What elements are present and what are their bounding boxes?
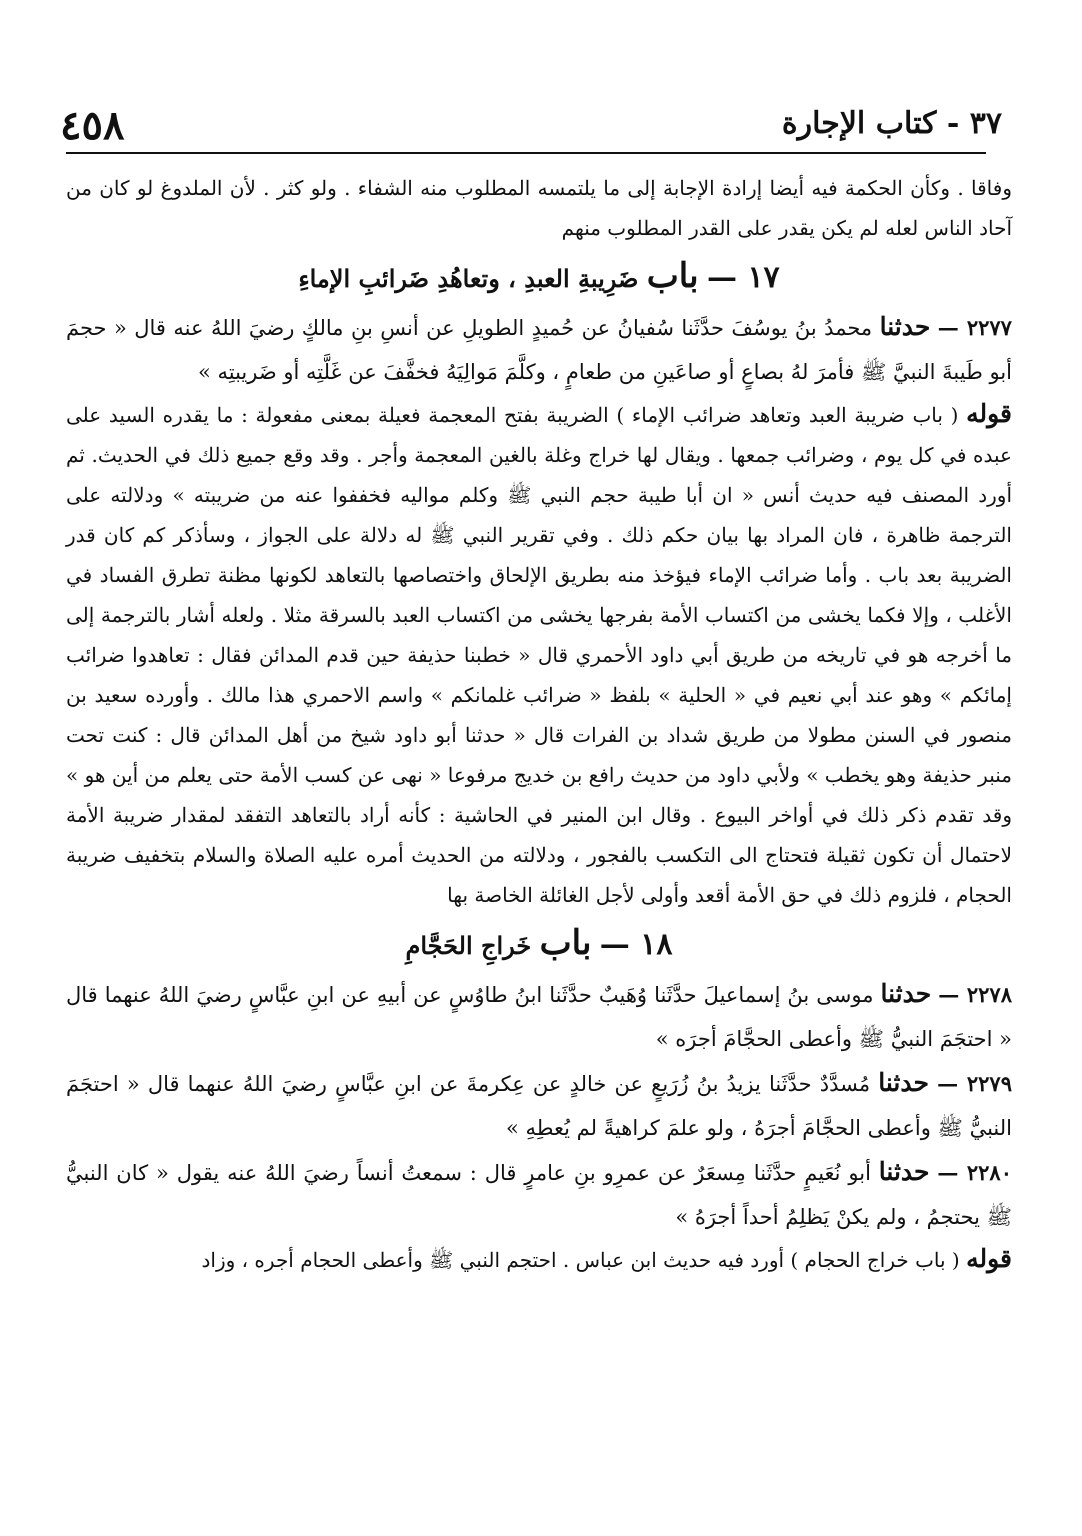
header-rule — [66, 152, 986, 154]
commentary-17 — [66, 394, 1012, 915]
hadith-isnad: موسى بنُ إسماعيلَ حدَّثَنا وُهَيبٌ حدَّثَنا ابنُ طاوُسٍ عن أبيهِ عن ابنِ عبَّاسٍ رضيَ اللهُ عنهما قال — [66, 983, 874, 1007]
hadith-isnad: مُسدَّدٌ حدَّثَنا يزيدُ بنُ زُرَيعٍ عن خالدٍ عن عِكرمةَ عن ابنِ عبَّاسٍ رضيَ اللهُ عنهما قال — [147, 1072, 871, 1096]
chapter-number: ١٧ — — [706, 260, 780, 295]
intro-paragraph: وفاقا . وكأن الحكمة فيه أيضا إرادة الإجابة إلى ما يلتمسه المطلوب منه الشفاء . ولو كثر . لأن الملدوغ لو كان من آحاد الناس لعله لم يكن يقدر على القدر المطلوب منهم — [66, 176, 1012, 240]
page-header — [60, 102, 1022, 152]
chapter-heading-18 — [66, 921, 1012, 968]
hadith-matn: « حجمَ أبو طَيبةَ النبيَّ ﷺ فأمرَ لهُ بصاعٍ أو صاعَينِ من طعامٍ ، وكلَّمَ مَوالِيَهُ فخفَّفَ عن غَلَّتِه أو ضَريبتِه » — [66, 316, 1012, 384]
page-body — [66, 168, 1012, 1280]
page-number: ٤٥٨ — [60, 102, 125, 149]
chapter-number: ١٨ — — [599, 927, 673, 962]
hadith-2278 — [66, 972, 1012, 1061]
hadith-number: ٢٢٨٠ — — [937, 1160, 1012, 1185]
haddathana-word: حدثنا — [878, 1157, 930, 1186]
running-title: ٣٧ - كتاب الإجارة — [781, 106, 1002, 141]
chapter-title: خَراجِ الحَجَّامِ — [405, 931, 532, 960]
hadith-number: ٢٢٧٨ — — [938, 982, 1012, 1007]
qawluhu-word: قوله — [966, 399, 1012, 428]
hadith-2280 — [66, 1150, 1012, 1239]
hadith-matn: « احتجَمَ النبيُّ ﷺ وأعطى الحجَّامَ أجرَهُ ، ولو علمَ كراهيةً لم يُعطِهِ » — [66, 1072, 1012, 1140]
haddathana-word: حدثنا — [878, 1068, 929, 1097]
hadith-2279 — [66, 1061, 1012, 1150]
commentary-text: ( باب ضريبة العبد وتعاهد ضرائب الإماء ) الضريبة بفتح المعجمة فعيلة بمعنى مفعولة : ما يقدره السيد على عبده في كل يوم ، وضرائب جمعها . ويقال لها خراج وغلة بالغين المعجمة وأجر . وقد وقع جميع ذلك في الحديث. ثم أورد المصنف فيه حديث أنس « ان أبا طيبة حجم النبي ﷺ وكلم مواليه فخففوا عنه من ضريبته » ودلالته على الترجمة ظاهرة ، فان المراد بها بيان حكم ذلك . وفي تقرير النبي ﷺ له دلالة على الجواز ، وسأذكر كم كان قدر الضريبة بعد باب . وأما ضرائب الإماء فيؤخذ منه بطريق الإلحاق واختصاصها بالتعاهد لكونها مظنة تطرق الفساد في الأغلب ، وإلا فكما يخشى من اكتساب الأمة بفرجها يخشى من اكتساب العبد بالسرقة مثلا . ولعله أشار بالترجمة إلى ما أخرجه هو في تاريخه من طريق أبي داود الأحمري قال « خطبنا حذيفة حين قدم المدائن فقال : تعاهدوا ضرائب إمائكم » وهو عند أبي نعيم في « الحلية » بلفظ « ضرائب غلمانكم » واسم الاحمري هذا مالك . وأورده سعيد بن منصور في السنن مطولا من طريق شداد بن الفرات قال « حدثنا أبو داود شيخ من أهل المدائن قال : كنت تحت منبر حذيفة وهو يخطب » ولأبي داود من حديث رافع بن خديج مرفوعا « نهى عن كسب الأمة حتى يعلم من أين هو » وقد تقدم ذكر ذلك في أواخر البيوع . وقال ابن المنير في الحاشية : كأنه أراد بالتعاهد التفقد لمقدار ضريبة الأمة لاحتمال أن تكون ثقيلة فتحتاج الى التكسب بالفجور ، ودلالته من الحديث أمره عليه الصلاة والسلام بتخفيف ضريبة الحجام ، فلزوم ذلك في حق الأمة أقعد وأولى لأجل الغائلة الخاصة بها — [65, 403, 1012, 907]
hadith-isnad: محمدُ بنُ يوسُفَ حدَّثَنا سُفيانُ عن حُميدٍ الطويلِ عن أنسِ بنِ مالكٍ رضيَ اللهُ عنه قال — [134, 316, 873, 340]
hadith-matn: « كان النبيُّ ﷺ يحتجمُ ، ولم يكنْ يَظلِمُ أحداً أجرَهُ » — [66, 1161, 1012, 1229]
chapter-word: باب — [539, 923, 592, 963]
hadith-2277 — [66, 305, 1012, 394]
chapter-word: باب — [646, 256, 699, 296]
chapter-title: ضَرِيبةِ العبدِ ، وتعاهُدِ ضَرائبِ الإماءِ — [298, 264, 639, 293]
hadith-isnad: أبو نُعَيمٍ حدَّثَنا مِسعَرٌ عن عمرِو بنِ عامرٍ قال : سمعتُ أنساً رضيَ اللهُ عنه يقول — [176, 1161, 871, 1185]
chapter-heading-17 — [66, 254, 1012, 301]
haddathana-word: حدثنا — [879, 312, 931, 341]
qawluhu-word: قوله — [966, 1244, 1012, 1273]
commentary-18 — [66, 1239, 1012, 1280]
commentary-text: ( باب خراج الحجام ) أورد فيه حديث ابن عباس . احتجم النبي ﷺ وأعطى الحجام أجره ، وزاد — [201, 1248, 960, 1272]
haddathana-word: حدثنا — [880, 979, 932, 1008]
hadith-matn: « احتجَمَ النبيُّ ﷺ وأعطى الحجَّامَ أجرَه » — [655, 1027, 1012, 1051]
hadith-number: ٢٢٧٩ — — [937, 1071, 1012, 1096]
hadith-number: ٢٢٧٧ — — [937, 315, 1012, 340]
